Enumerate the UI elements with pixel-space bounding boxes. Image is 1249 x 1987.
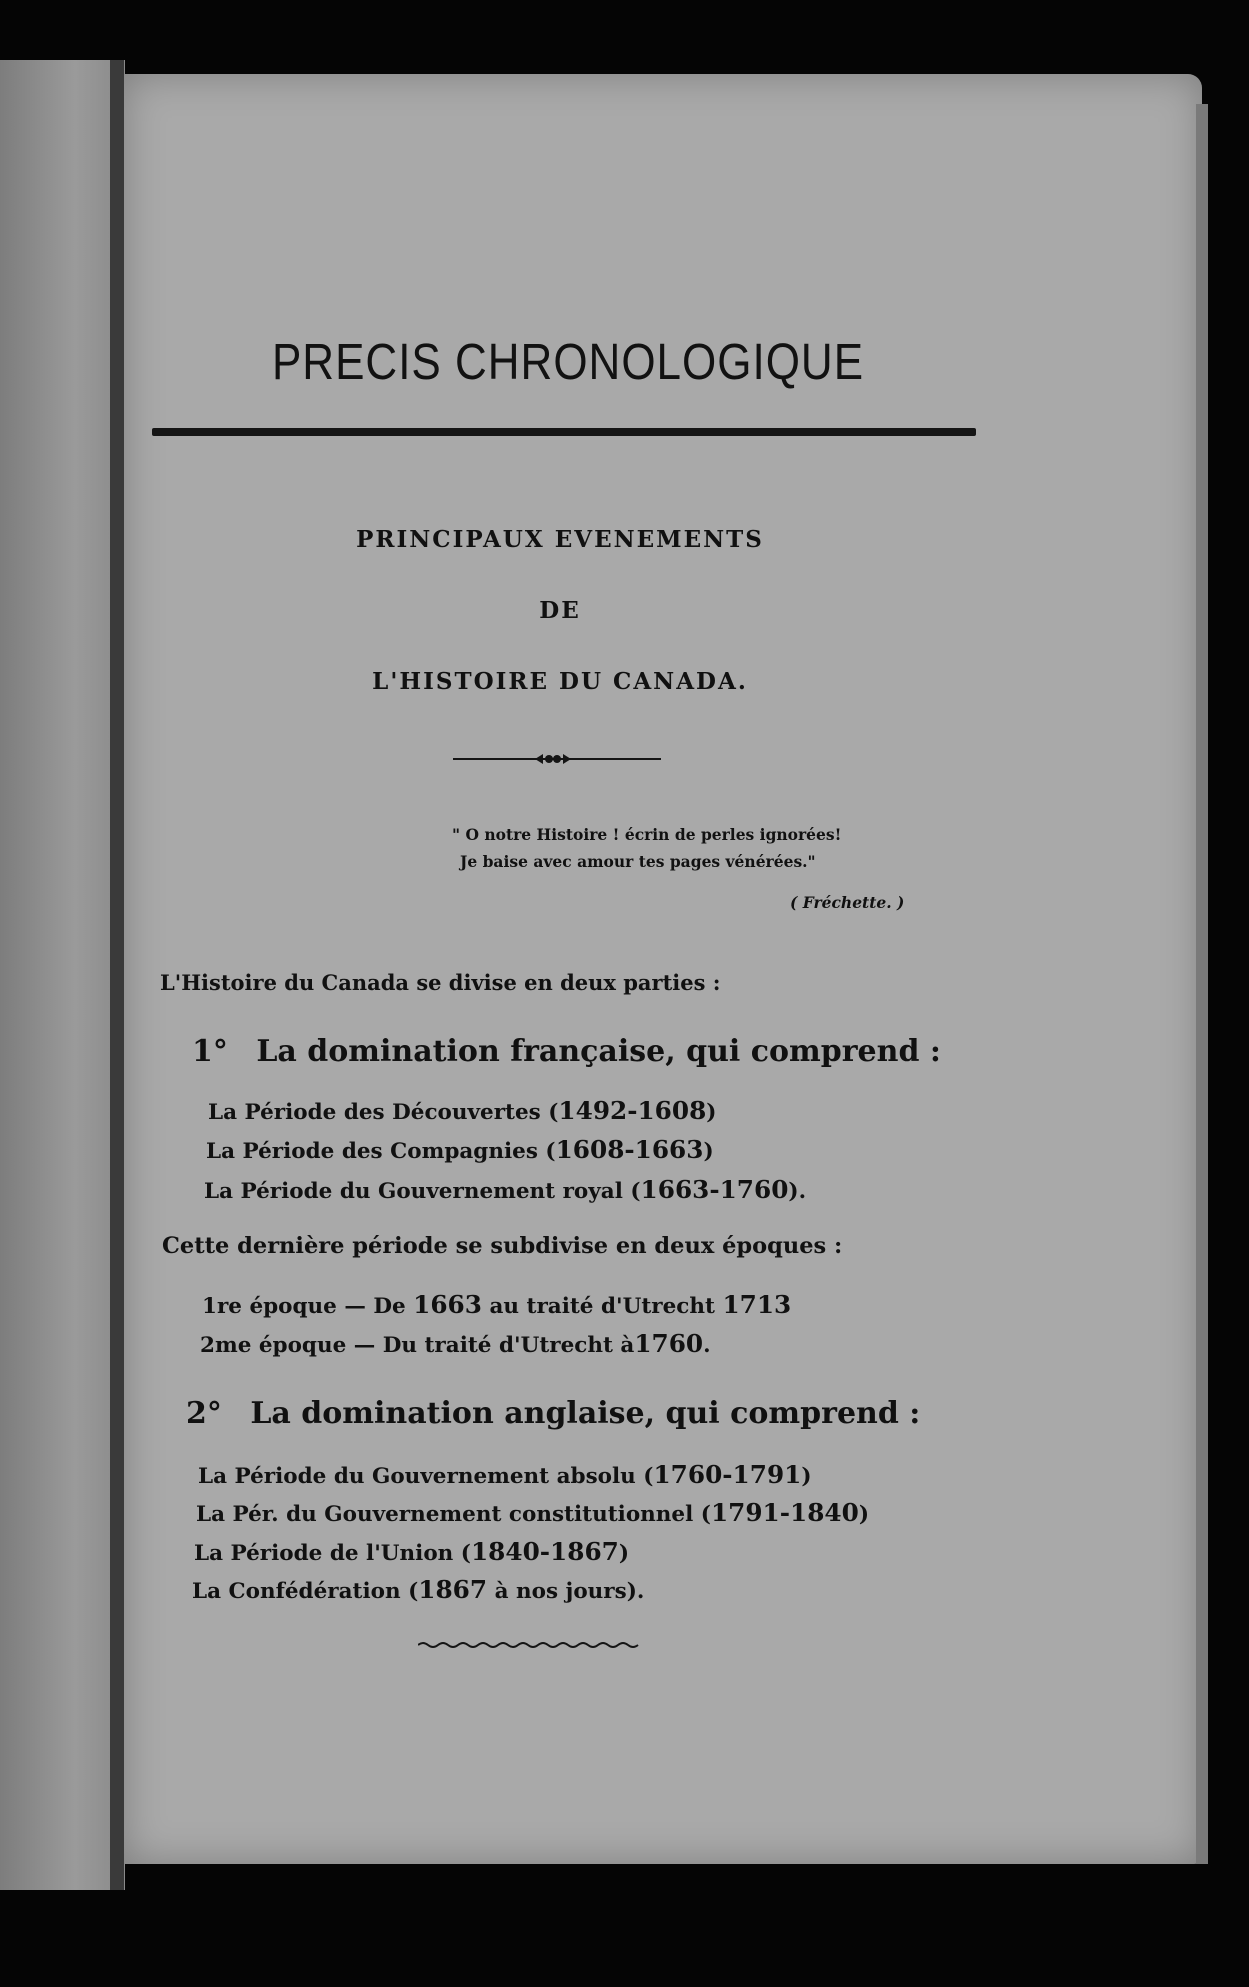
part2-period-2: La Pér. du Gouvernement constitutionnel (1791-1840)	[196, 1498, 869, 1527]
book-spine	[0, 60, 125, 1890]
period-dates: 1760-1791	[653, 1460, 802, 1489]
period-label: La Période de l'Union	[194, 1541, 454, 1566]
part1-period-2: La Période des Compagnies (1608-1663)	[206, 1135, 714, 1164]
period-dates: 1492-1608	[558, 1096, 707, 1125]
period-label: La Période des Découvertes	[208, 1100, 541, 1125]
period-dates: 1867	[418, 1575, 488, 1604]
part2-period-1: La Période du Gouvernement absolu (1760-1791)	[198, 1460, 812, 1489]
subdivision-intro: Cette dernière période se subdivise en deux époques :	[162, 1233, 843, 1259]
part2-period-4: La Confédération (1867 à nos jours).	[192, 1575, 645, 1604]
period-label: La Période du Gouvernement royal	[204, 1179, 623, 1204]
part1-period-1: La Période des Découvertes (1492-1608)	[208, 1096, 717, 1125]
period-dates: 1791-1840	[710, 1498, 859, 1527]
period-dates: 1608-1663	[555, 1135, 704, 1164]
epigraph-line-1: " O notre Histoire ! écrin de perles ignorées!	[452, 825, 842, 844]
part1-heading-text: La domination française, qui comprend :	[256, 1034, 941, 1069]
part2-period-3: La Période de l'Union (1840-1867)	[194, 1537, 630, 1566]
part1-heading	[192, 1034, 941, 1069]
epoch-label: 1re époque — De	[202, 1294, 406, 1319]
period-dates: 1663-1760	[640, 1175, 789, 1204]
epoch-rest: au traité d'Utrecht	[489, 1294, 715, 1319]
part1-epoch-2	[200, 1329, 711, 1358]
ornament-divider	[453, 752, 661, 766]
part2-number: 2°	[186, 1396, 222, 1431]
epigraph-attribution: ( Fréchette. )	[790, 893, 905, 912]
period-label: La Confédération	[192, 1579, 401, 1604]
part1-number: 1°	[192, 1034, 228, 1069]
part2-heading-text: La domination anglaise, qui comprend :	[250, 1396, 921, 1431]
intro-text: L'Histoire du Canada se divise en deux parties :	[160, 970, 721, 995]
epoch-label: 2me époque — Du traité d'Utrecht à	[200, 1333, 635, 1358]
part2-heading	[186, 1396, 920, 1431]
subtitle-line-3: L'HISTOIRE DU CANADA.	[372, 668, 748, 695]
subtitle-line-1: PRINCIPAUX EVENEMENTS	[356, 526, 764, 553]
epoch-year: 1760	[634, 1329, 704, 1358]
page-edge	[1196, 104, 1208, 1864]
epoch-year: 1663	[413, 1290, 482, 1319]
period-label: La Pér. du Gouvernement constitutionnel	[196, 1502, 694, 1527]
part1-period-3: La Période du Gouvernement royal (1663-1760).	[204, 1175, 807, 1204]
period-suffix: à nos jours	[494, 1579, 627, 1604]
epoch-year-2: 1713	[722, 1290, 792, 1319]
title-rule	[152, 428, 976, 436]
period-label: La Période du Gouvernement absolu	[198, 1464, 636, 1489]
epigraph-line-2: Je baise avec amour tes pages vénérées."	[460, 852, 816, 871]
epoch-rest: .	[703, 1333, 711, 1358]
closing-wavy-rule	[418, 1640, 640, 1650]
part1-epoch-1	[202, 1290, 791, 1319]
period-dates: 1840-1867	[470, 1537, 619, 1566]
period-label: La Période des Compagnies	[206, 1139, 538, 1164]
subtitle-line-2: DE	[539, 597, 581, 624]
page-title: PRECIS CHRONOLOGIQUE	[271, 334, 865, 391]
page-gutter	[110, 60, 124, 1890]
